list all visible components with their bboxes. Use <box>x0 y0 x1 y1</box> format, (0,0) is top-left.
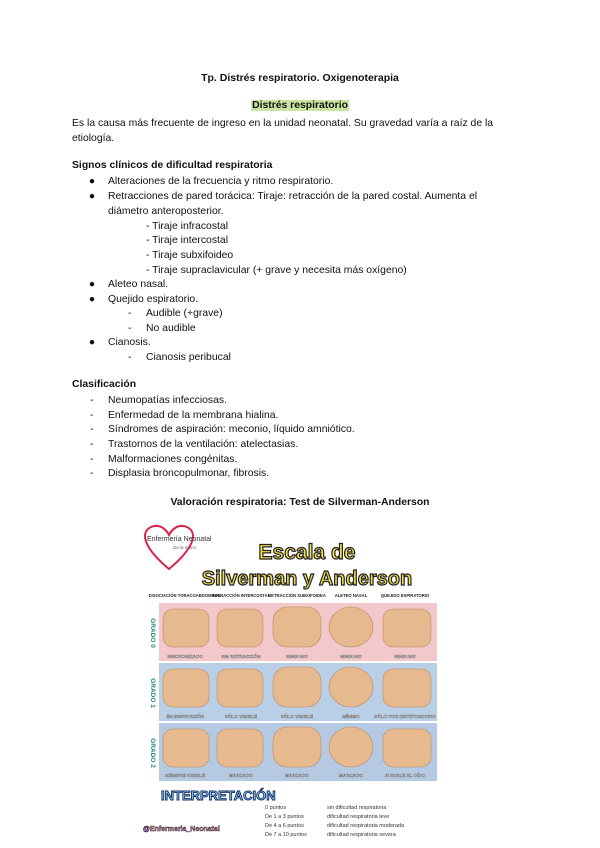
intro-paragraph: Es la causa más frecuente de ingreso en la unidad neonatal. Su gravedad varía a raíz de la etiología. <box>72 118 494 144</box>
list-item: Neumopatías infecciosas. <box>108 395 227 406</box>
cell-label: SÓLO VISIBLE <box>224 714 258 719</box>
cell-label: MARCADO <box>229 773 253 778</box>
interp-meaning: dificultad respiratoria moderada <box>327 823 405 829</box>
tiraje-item: - Tiraje infracostal <box>146 221 228 232</box>
col-header: RETRACCIÓN SUBXIFOIDEA <box>268 593 326 598</box>
list-item: Alteraciones de la frecuencia y ritmo respiratorio. <box>108 176 334 187</box>
sub-item: Cianosis peribucal <box>146 352 231 363</box>
interp-meaning: dificultad respiratoria leve <box>327 814 390 820</box>
cell-label: SÓLO VISIBLE <box>280 714 314 719</box>
list-item: Cianosis. <box>108 337 151 348</box>
logo-text: Enfermería Neonatal <box>147 536 212 543</box>
list-item: Quejido espiratorio. <box>108 294 199 305</box>
list-item: Displasia broncopulmonar, fibrosis. <box>108 468 270 479</box>
tiraje-item: - Tiraje supraclavicular (+ grave y necesita más oxígeno) <box>146 265 407 276</box>
col-header: QUEJIDO ESPIRATORIO <box>380 593 430 598</box>
figure-caption: Valoración respiratoria: Test de Silverman-Anderson <box>170 497 430 508</box>
interpretation-title: INTERPRETACIÓN <box>161 788 276 803</box>
cell-label: AUDIBLE AL OÍDO <box>384 773 426 778</box>
grade-label: GRADO 2 <box>149 738 156 768</box>
baby-illustrations <box>163 607 431 767</box>
interp-points: De 7 a 10 puntos <box>265 832 307 838</box>
interp-meaning: sin dificultad respiratoria <box>327 805 387 811</box>
grade-label: GRADO 0 <box>149 618 156 648</box>
cell-label: SINCRONIZADO <box>167 654 203 659</box>
signs-heading: Signos clínicos de dificultad respiratoria <box>72 160 273 171</box>
dash-marker: - <box>128 352 132 363</box>
list-item: Aleteo nasal. <box>108 279 169 290</box>
sub-item: No audible <box>146 323 196 334</box>
sub-item: Audible (+grave) <box>146 308 223 319</box>
cell-label: NINGUNO <box>286 654 308 659</box>
cell-label: EN INSPIRACIÓN <box>166 714 204 719</box>
interp-points: De 4 a 6 puntos <box>265 823 304 829</box>
list-item: Trastornos de la ventilación: atelectasias. <box>108 439 299 450</box>
interp-points: 0 puntos <box>265 805 287 811</box>
dash-marker: - <box>128 323 132 334</box>
cell-label: NINGUNO <box>340 654 362 659</box>
col-header: DISOCIACIÓN TORACOABDOMINAL <box>148 593 222 598</box>
col-header: ALETEO NASAL <box>334 593 368 598</box>
cell-label: SIN RETRACCIÓN <box>221 654 261 659</box>
cell-label: SÓLO POR ESTETOSCOPIO <box>374 714 436 719</box>
bullet-dot: ● <box>88 294 96 305</box>
bullet-dot: ● <box>88 279 96 290</box>
tiraje-item: - Tiraje subxifoideo <box>146 250 234 261</box>
cell-label: MÍNIMO <box>342 714 360 719</box>
logo-subtext: De la mano <box>173 545 197 550</box>
dash-marker: - <box>128 308 132 319</box>
list-item: Retracciones de pared torácica: Tiraje: retracción de la pared costal. Aumenta el <box>108 191 478 202</box>
cell-label: NINGUNO <box>394 654 416 659</box>
cell-label: MARCADO <box>339 773 363 778</box>
grade-label: GRADO 1 <box>149 678 156 708</box>
bullet-dot: ● <box>88 176 96 187</box>
list-item: Enfermedad de la membrana hialina. <box>108 410 279 421</box>
bullet-dot: ● <box>88 191 96 202</box>
interp-meaning: dificultad respiratoria severa <box>327 832 396 838</box>
interp-points: De 1 a 3 puntos <box>265 814 304 820</box>
document-title: Tp. Distrés respiratorio. Oxigenoterapia <box>201 72 399 84</box>
silverman-anderson-figure <box>137 519 441 841</box>
bullet-dot: ● <box>88 337 96 348</box>
list-item: Síndromes de aspiración: meconio, líquido amniótico. <box>108 424 355 435</box>
section-heading: Distrés respiratorio <box>252 100 348 111</box>
tiraje-item: - Tiraje intercostal <box>146 235 228 246</box>
classification-heading: Clasificación <box>72 379 137 390</box>
scale-title-line2: Silverman y Anderson <box>201 568 413 590</box>
cell-label: SIEMPRE VISIBLE <box>165 773 205 778</box>
list-item-continuation: diámetro anteroposterior. <box>108 206 224 217</box>
cell-label: MARCADO <box>285 773 309 778</box>
social-handle: @Enfermeria_Neonatal <box>143 826 220 833</box>
col-header: RETRACCIÓN INTERCOSTAL <box>211 593 271 598</box>
list-item: Malformaciones congénitas. <box>108 454 238 465</box>
scale-title-line1: Escala de <box>258 541 356 564</box>
